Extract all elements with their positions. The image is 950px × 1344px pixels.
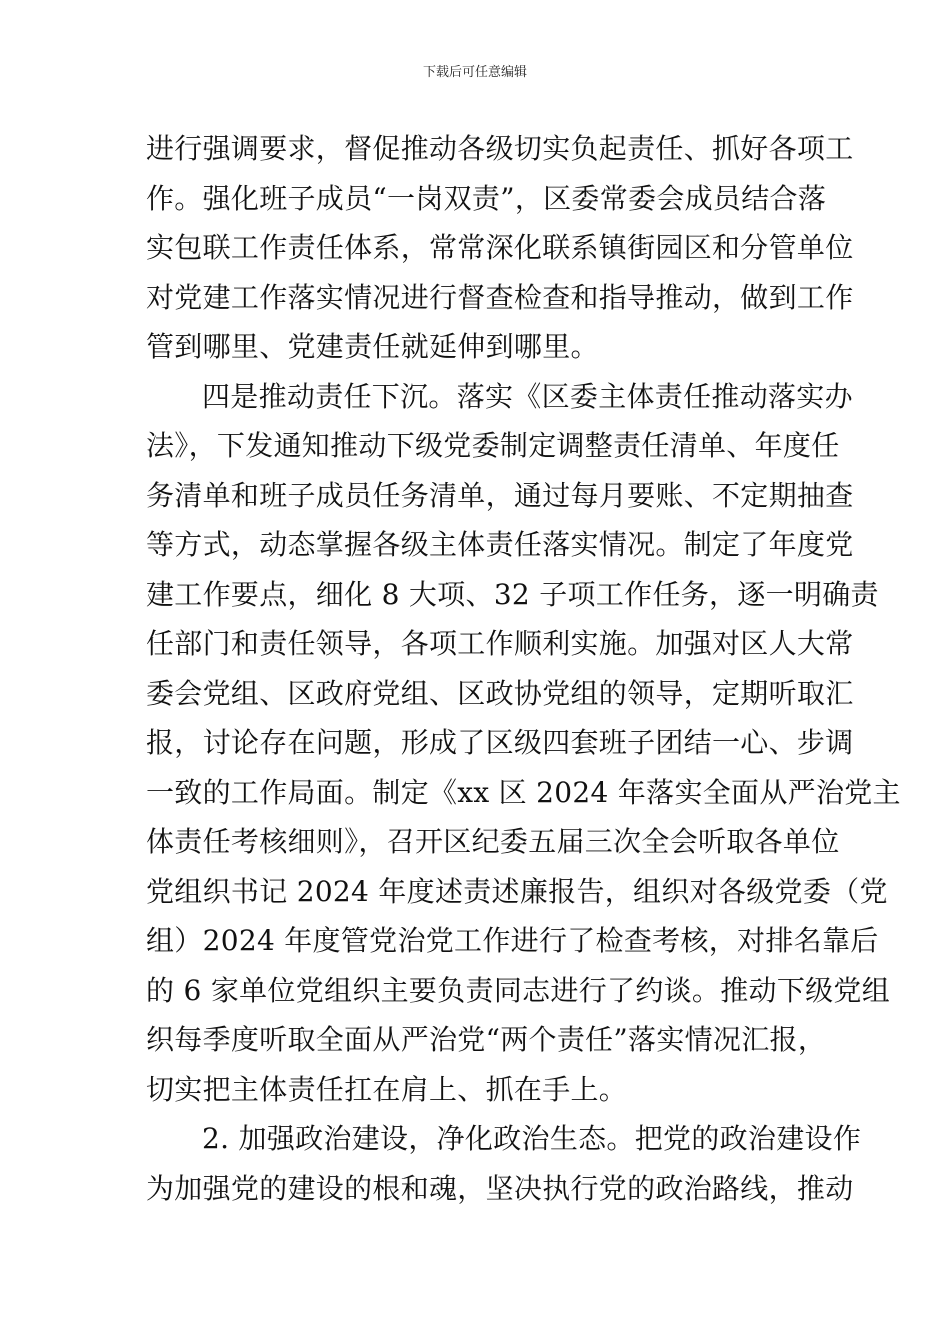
text-line: 法》，下发通知推动下级党委制定调整责任清单、年度任 — [146, 429, 840, 462]
text-line: 委会党组、区政府党组、区政协党组的领导，定期听取汇 — [146, 676, 854, 710]
text-line: 一致的工作局面。制定《xx 区 2024 年落实全面从严治党主 — [146, 775, 901, 809]
text-line: 对党建工作落实情况进行督查检查和指导推动，做到工作 — [146, 280, 854, 314]
page-header: 下载后可任意编辑 — [422, 65, 527, 80]
text-line: 报，讨论存在问题，形成了区级四套班子团结一心、步调 — [146, 726, 854, 759]
text-line: 任部门和责任领导，各项工作顺利实施。加强对区人大常 — [146, 627, 854, 660]
text-line: 组）2024 年度管党治党工作进行了检查考核，对排名靠后 — [146, 924, 879, 957]
text-line: 的 6 家单位党组织主要负责同志进行了约谈。推动下级党组 — [146, 973, 891, 1007]
text-line: 务清单和班子成员任务清单，通过每月要账、不定期抽查 — [146, 478, 854, 512]
text-line: 织每季度听取全面从严治党“两个责任”落实情况汇报， — [146, 1023, 827, 1056]
text-line: 作。强化班子成员“一岗双责”，区委常委会成员结合落 — [146, 181, 827, 215]
text-line: 体责任考核细则》，召开区纪委五届三次全会听取各单位 — [146, 825, 840, 858]
paragraph-start-line: 2. 加强政治建设，净化政治生态。把党的政治建设作 — [202, 1122, 862, 1155]
text-line: 实包联工作责任体系，常常深化联系镇街园区和分管单位 — [146, 231, 854, 264]
text-line: 为加强党的建设的根和魂，坚决执行党的政治路线，推动 — [146, 1171, 854, 1205]
text-line: 党组织书记 2024 年度述责述廉报告，组织对各级党委（党 — [146, 874, 888, 908]
text-line: 管到哪里、党建责任就延伸到哪里。 — [146, 330, 599, 363]
text-line: 进行强调要求，督促推动各级切实负起责任、抓好各项工 — [146, 132, 854, 165]
paragraph-start-line: 四是推动责任下沉。落实《区委主体责任推动落实办 — [202, 379, 853, 413]
text-line: 等方式，动态掌握各级主体责任落实情况。制定了年度党 — [146, 528, 854, 561]
document-body — [146, 124, 901, 1213]
text-line: 切实把主体责任扛在肩上、抓在手上。 — [146, 1072, 628, 1106]
text-line: 建工作要点，细化 8 大项、32 子项工作任务，逐一明确责 — [146, 577, 879, 611]
